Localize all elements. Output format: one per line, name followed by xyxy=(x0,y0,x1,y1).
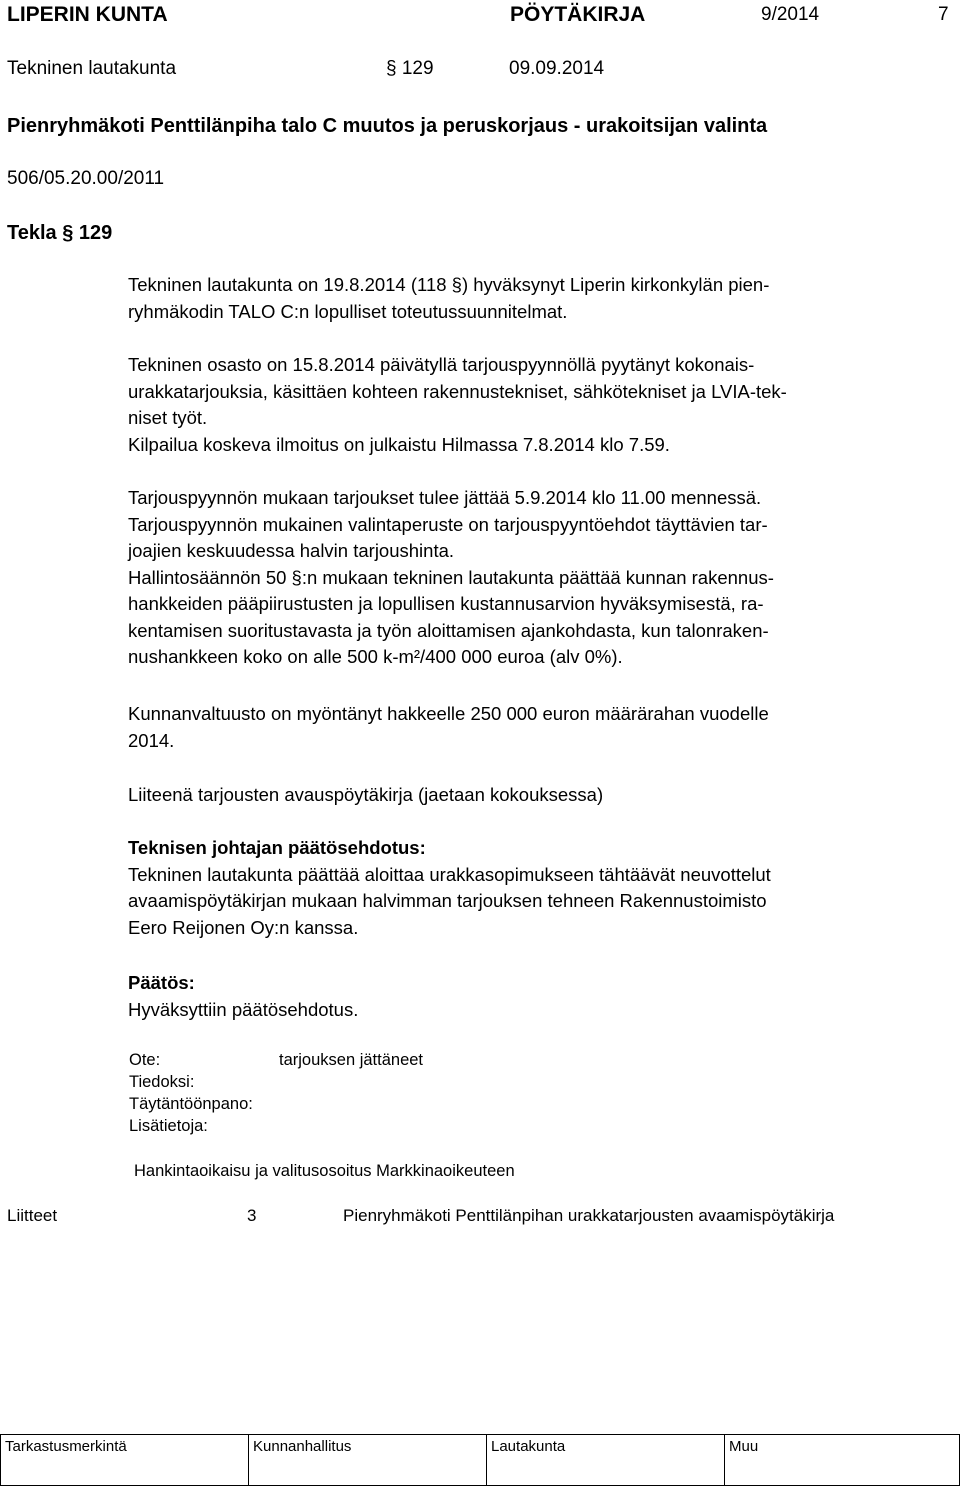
paragraph-approval xyxy=(128,272,938,325)
text-line: niset työt. xyxy=(128,407,208,428)
ote-label: Ote: xyxy=(129,1051,161,1069)
text-line: Tarjouspyynnön mukaan tarjoukset tulee jättää 5.9.2014 klo 11.00 mennessä. xyxy=(128,487,762,508)
page-title: Pienryhmäkoti Penttilänpiha talo C muutos ja peruskorjaus - urakoitsijan valinta xyxy=(7,115,768,137)
footer-cell-kunnanhallitus: Kunnanhallitus xyxy=(248,1435,486,1485)
section-number: § 129 xyxy=(386,58,434,79)
ote-value: tarjouksen jättäneet xyxy=(279,1051,424,1069)
text-line: Liiteenä tarjousten avauspöytäkirja (jaetaan kokouksessa) xyxy=(128,784,604,805)
decision-section xyxy=(128,970,938,1023)
committee-name: Tekninen lautakunta xyxy=(7,58,177,79)
lisatietoja-label: Lisätietoja: xyxy=(129,1117,208,1135)
text-line: Eero Reijonen Oy:n kanssa. xyxy=(128,916,359,938)
document-type: PÖYTÄKIRJA xyxy=(510,3,646,26)
attachments-number: 3 xyxy=(247,1206,257,1225)
text-line: 2014. xyxy=(128,729,175,751)
record-number: 506/05.20.00/2011 xyxy=(7,168,165,189)
paragraph-attachment-note xyxy=(128,782,938,809)
footer-cell-muu: Muu xyxy=(724,1435,960,1485)
decision-heading: Päätös: xyxy=(128,972,195,993)
paragraph-tender-terms xyxy=(128,485,938,671)
text-line: hankkeiden pääpiirustusten ja lopullisen kustannusarvion hyväksymisestä, ra- xyxy=(128,593,764,614)
text-line: joajien keskuudessa halvin tarjoushinta. xyxy=(128,540,455,561)
proposal-section xyxy=(128,835,938,941)
text-line: Tarjouspyynnön mukainen valintaperuste on tarjouspyyntöehdot täyttävien tar- xyxy=(128,513,768,535)
taytantoonpano-label: Täytäntöönpano: xyxy=(129,1095,253,1113)
text-line: Tekninen lautakunta on 19.8.2014 (118 §) hyväksynyt Liperin kirkonkylän pien- xyxy=(128,274,770,295)
footer-table xyxy=(0,1434,960,1486)
tiedoksi-label: Tiedoksi: xyxy=(129,1073,195,1091)
tekla-section: Tekla § 129 xyxy=(7,222,113,244)
appeal-instructions: Hankintaoikaisu ja valitusosoitus Markkinaoikeuteen xyxy=(134,1162,515,1180)
footer-cell-tarkastusmerkinta: Tarkastusmerkintä xyxy=(0,1435,248,1485)
attachments-label: Liitteet xyxy=(7,1206,58,1225)
attachment-description: Pienryhmäkoti Penttilänpihan urakkatarjousten avaamispöytäkirja xyxy=(343,1206,835,1225)
paragraph-budget xyxy=(128,701,938,754)
text-line: kentamisen suoritustavasta ja työn aloittamisen ajankohdasta, kun talonraken- xyxy=(128,619,769,641)
page-number: 7 xyxy=(938,4,949,25)
text-line: Kunnanvaltuusto on myöntänyt hakkeelle 250 000 euron määrärahan vuodelle xyxy=(128,703,769,724)
text-line: urakkatarjouksia, käsittäen kohteen rakennustekniset, sähkötekniset ja LVIA-tek- xyxy=(128,380,787,402)
paragraph-tender-request xyxy=(128,352,938,458)
text-line: Tekninen lautakunta päättää aloittaa urakkasopimukseen tähtäävät neuvottelut xyxy=(128,863,771,885)
document-number: 9/2014 xyxy=(761,4,820,25)
text-line: Kilpailua koskeva ilmoitus on julkaistu Hilmassa 7.8.2014 klo 7.59. xyxy=(128,433,670,455)
proposal-heading: Teknisen johtajan päätösehdotus: xyxy=(128,837,426,858)
text-line: ryhmäkodin TALO C:n lopulliset toteutussuunnitelmat. xyxy=(128,300,568,322)
municipality-name: LIPERIN KUNTA xyxy=(7,3,168,26)
text-line: Tekninen osasto on 15.8.2014 päivätyllä tarjouspyynnöllä pyytänyt kokonais- xyxy=(128,354,755,375)
text-line: nushankkeen koko on alle 500 k-m²/400 000 euroa (alv 0%). xyxy=(128,646,623,667)
text-line: avaamispöytäkirjan mukaan halvimman tarjouksen tehneen Rakennustoimisto xyxy=(128,890,767,911)
meeting-date: 09.09.2014 xyxy=(509,58,605,79)
text-line: Hallintosäännön 50 §:n mukaan tekninen lautakunta päättää kunnan rakennus- xyxy=(128,566,774,588)
footer-cell-lautakunta: Lautakunta xyxy=(486,1435,724,1485)
decision-text: Hyväksyttiin päätösehdotus. xyxy=(128,998,359,1020)
